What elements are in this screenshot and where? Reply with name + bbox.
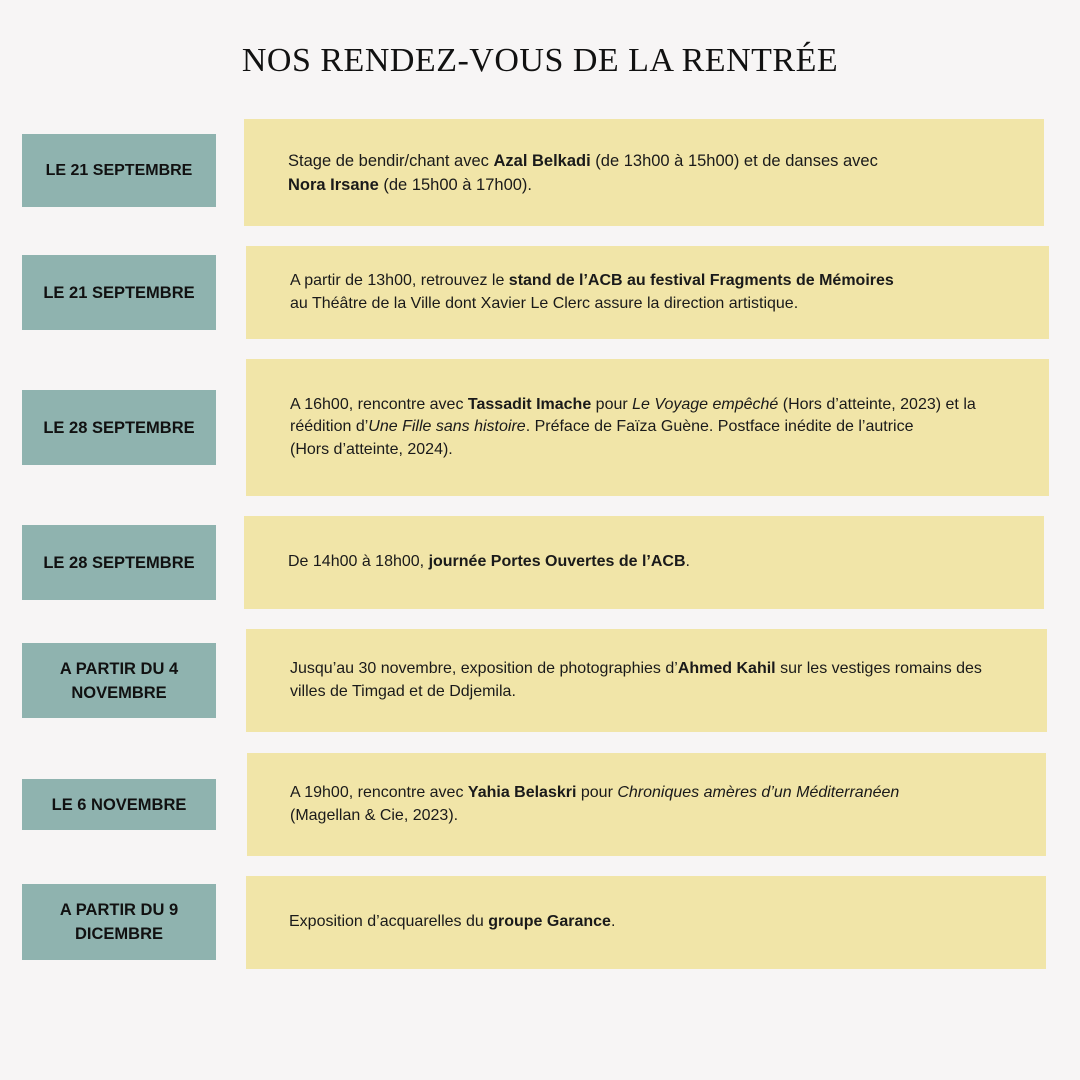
event-date-text: LE 21 SEPTEMBRE: [43, 283, 195, 302]
event-description-text: [290, 782, 899, 827]
event-title-italic: Le Voyage empêché: [632, 395, 779, 413]
event-date-text: LE 28 SEPTEMBRE: [43, 418, 195, 437]
event-date-text: LE 21 SEPTEMBRE: [45, 162, 193, 179]
event-description: [246, 359, 1049, 496]
event-description: [244, 516, 1044, 609]
event-date: [22, 779, 216, 830]
event-text-run: (Magellan & Cie, 2023).: [290, 806, 459, 824]
page-title: NOS RENDEZ-VOUS DE LA RENTRÉE: [241, 42, 839, 79]
event-title-italic: Une Fille sans histoire: [368, 418, 526, 436]
event-text-run: pour: [576, 784, 618, 801]
event-highlight-text: Azal Belkadi: [493, 151, 591, 170]
event-description: [247, 753, 1046, 856]
event-text-run: A 16h00, rencontre avec: [290, 395, 468, 413]
event-date: [22, 643, 216, 718]
event-description-text: [290, 270, 894, 315]
event-description: [244, 119, 1044, 226]
event-highlight-text: Yahia Belaskri: [467, 784, 577, 801]
event-description-text: [289, 911, 615, 934]
event-text-run: (de 13h00 à 15h00) et de danses avec: [590, 151, 878, 170]
event-description: [246, 629, 1047, 732]
event-text-run: De 14h00 à 18h00,: [288, 553, 429, 571]
event-date: [22, 525, 216, 600]
event-text-run: (Hors d’atteinte, 2023) et la réédition d’: [290, 395, 976, 436]
event-date: [22, 390, 216, 465]
event-date-label: [46, 159, 193, 182]
event-text-run: (Hors d’atteinte, 2024).: [290, 440, 453, 458]
event-text-run: .: [685, 553, 690, 571]
event-description-text: [288, 551, 690, 574]
event-text-run: A partir de 13h00, retrouvez le: [290, 272, 509, 289]
event-text-run: pour: [591, 395, 633, 413]
event-date-text: LE 28 SEPTEMBRE: [43, 553, 195, 572]
event-text-run: Stage de bendir/chant avec: [288, 151, 494, 170]
event-description: [246, 246, 1049, 339]
event-description-text: [290, 394, 1009, 462]
event-description: [246, 876, 1046, 969]
event-text-run: Exposition d’acquarelles du: [289, 913, 489, 931]
event-highlight-text: Nora Irsane: [288, 175, 379, 194]
event-date-text: LE 6 NOVEMBRE: [51, 795, 187, 814]
event-text-run: au Théâtre de la Ville dont Xavier Le Clerc assure la direction artistique.: [290, 294, 799, 312]
event-text-run: .: [610, 913, 616, 931]
event-highlight-text: stand de l’ACB au festival Fragments de Mémoires: [508, 272, 894, 289]
event-text-run: A 19h00, rencontre avec: [290, 784, 468, 801]
event-highlight-text: groupe Garance: [488, 913, 611, 931]
event-highlight-text: Tassadit Imache: [467, 395, 592, 413]
event-text-run: . Préface de Faïza Guène. Postface inédite de l’autrice: [525, 418, 914, 436]
event-highlight-text: journée Portes Ouvertes de l’ACB: [428, 553, 686, 571]
event-date: [22, 255, 216, 330]
event-date-text: A PARTIR DU 9 DICEMBRE: [59, 901, 179, 943]
event-description-text: [288, 149, 878, 197]
event-text-run: Jusqu’au 30 novembre, exposition de photographies d’: [290, 660, 678, 677]
event-date: [22, 884, 216, 960]
event-text-run: sur les vestiges romains des villes de Timgad et de Ddjemila.: [290, 660, 982, 700]
event-text-run: (de 15h00 à 17h00).: [378, 175, 533, 194]
event-highlight-text: Ahmed Kahil: [677, 660, 776, 677]
event-date-text: A PARTIR DU 4 NOVEMBRE: [59, 659, 179, 702]
event-date: [22, 134, 216, 207]
event-description-text: [290, 658, 1007, 703]
event-title-italic: Chroniques amères d’un Méditerranéen: [617, 784, 900, 801]
